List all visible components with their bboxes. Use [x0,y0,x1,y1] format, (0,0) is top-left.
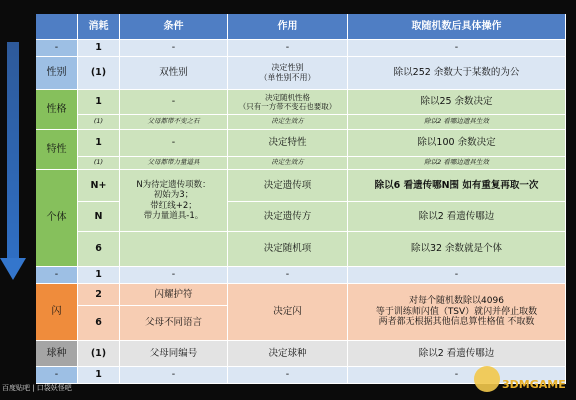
effect-note: 决定生效方 [228,115,348,130]
operation-cell: 除以252 余数大于某数的为公 [348,57,566,90]
cost-cell: N+ [78,170,120,202]
operation-cell: - [348,267,566,284]
watermark-baidu: 百度贴吧 | 口袋妖怪吧 [2,384,72,392]
attr-ball: 球种 [36,341,78,367]
condition-cell: - [120,267,228,284]
attr-nature: 性格 [36,90,78,130]
operation-cell: - [348,40,566,57]
condition-cell: - [120,367,228,384]
operation-cell: 除以100 余数决定 [348,130,566,157]
header-condition: 条件 [120,14,228,40]
condition-cell: 闪耀护符 [120,284,228,306]
condition-cell: - [120,130,228,157]
cost-cell: 1 [78,367,120,384]
effect-cell: 决定特性 [228,130,348,157]
effect-cell: 决定球种 [228,341,348,367]
attr-ability: 特性 [36,130,78,170]
effect-cell: 决定性别 （单性别不用） [228,57,348,90]
attr-gender: 性别 [36,57,78,90]
condition-note: 父母都带不变之石 [120,115,228,130]
operation-cell: 除以6 看遗传哪N围 如有重复再取一次 [348,170,566,202]
attr-iv: 个体 [36,170,78,267]
effect-cell: - [228,267,348,284]
attr-cell: - [36,367,78,384]
cost-note: (1) [78,157,120,170]
condition-note: 父母都带力量道具 [120,157,228,170]
effect-cell: 决定遗传方 [228,202,348,232]
condition-cell: 双性别 [120,57,228,90]
cost-cell: 1 [78,40,120,57]
condition-cell: 父母同编号 [120,341,228,367]
header-operation: 取随机数后具体操作 [348,14,566,40]
operation-cell: 对每个随机数除以4096 等于训练师闪值（TSV）就闪并停止取数 两者都无根据其他信息算性格值 不取数 [348,284,566,341]
effect-note: 决定生效方 [228,157,348,170]
effect-cell: 决定随机性格 （只有一方带不变石也要取） [228,90,348,115]
attr-cell: - [36,267,78,284]
operation-cell: 除以2 看遗传哪边 [348,341,566,367]
header-blank [36,14,78,40]
effect-cell: 决定闪 [228,284,348,341]
cost-cell: 2 [78,284,120,306]
arrow-head-icon [0,258,26,280]
cost-cell: 6 [78,232,120,267]
attr-cell: - [36,40,78,57]
header-effect: 作用 [228,14,348,40]
cost-cell: (1) [78,341,120,367]
operation-cell: 除以32 余数就是个体 [348,232,566,267]
condition-cell: - [120,40,228,57]
arrow-down-icon [7,42,19,262]
condition-cell [120,232,228,267]
effect-cell: 决定随机项 [228,232,348,267]
cost-cell: 1 [78,130,120,157]
effect-cell: - [228,367,348,384]
operation-cell: 除以2 看遗传哪边 [348,202,566,232]
watermark-3dmgame: 3DMGAME [502,378,566,391]
cost-cell: 1 [78,267,120,284]
effect-cell: - [228,40,348,57]
pokeball-logo-icon [474,366,500,392]
header-cost: 消耗 [78,14,120,40]
condition-cell: 父母不同语言 [120,306,228,341]
effect-cell: 决定遗传项 [228,170,348,202]
operation-cell: - [348,367,566,384]
operation-note: 除以2 看哪边遗具生效 [348,115,566,130]
cost-cell: N [78,202,120,232]
operation-cell: 除以25 余数决定 [348,90,566,115]
attr-shiny: 闪 [36,284,78,341]
condition-cell: N为待定遗传项数： 初始为3； 带红线+2； 带力量道具-1。 [120,170,228,232]
cost-note: (1) [78,115,120,130]
cost-cell: 6 [78,306,120,341]
cost-cell: 1 [78,90,120,115]
operation-note: 除以2 看哪边遗具生效 [348,157,566,170]
cost-cell: (1) [78,57,120,90]
condition-cell: - [120,90,228,115]
